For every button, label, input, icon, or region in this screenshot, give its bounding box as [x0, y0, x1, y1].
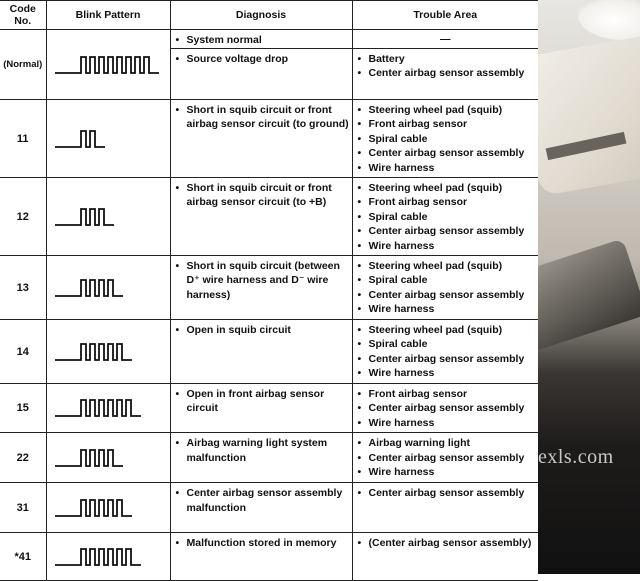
list-item: • Airbag warning light system malfunction	[175, 436, 350, 465]
blink-pattern-icon	[53, 497, 163, 519]
list-item: • Wire harness	[357, 465, 537, 479]
list-item: • Center airbag sensor assembly	[357, 66, 537, 80]
list-item: • Center airbag sensor assembly	[357, 486, 537, 500]
list-item: • Short in squib circuit or front airbag sensor circuit (to ground)	[175, 103, 350, 132]
blink-pattern-icon	[53, 54, 163, 76]
diagnosis-list	[171, 483, 352, 517]
table-row	[0, 256, 538, 320]
table-row	[0, 100, 538, 178]
trouble-list	[353, 256, 539, 319]
list-item: • Front airbag sensor	[357, 195, 537, 209]
list-item: • Wire harness	[357, 366, 537, 380]
code-cell: 11	[0, 100, 46, 178]
blink-pattern-icon	[53, 206, 163, 228]
code-cell: 15	[0, 384, 46, 433]
list-item: • Center airbag sensor assembly	[357, 146, 537, 160]
code-cell: *41	[0, 533, 46, 581]
diagnosis-list	[171, 320, 352, 339]
table-row	[0, 433, 538, 483]
blink-pattern-icon	[53, 128, 163, 150]
blink-cell	[46, 483, 170, 533]
header-blink: Blink Pattern	[46, 1, 170, 30]
blink-waveform	[55, 57, 159, 73]
watermark-text: exls.com	[538, 446, 614, 468]
blink-cell	[46, 320, 170, 384]
list-item: • Open in squib circuit	[175, 323, 350, 337]
diagnosis-list	[171, 100, 352, 134]
trouble-list	[353, 483, 539, 502]
diagnosis-list	[171, 30, 352, 49]
diagnosis-cell	[170, 100, 352, 178]
trouble-cell	[352, 433, 538, 483]
diagnosis-list	[171, 384, 352, 418]
photo-shadow	[538, 238, 640, 351]
blink-waveform	[55, 280, 123, 296]
header-code-line1: Code	[9, 3, 36, 15]
list-item: • Steering wheel pad (squib)	[357, 323, 537, 337]
trouble-dash: —	[440, 33, 451, 45]
trouble-cell	[352, 256, 538, 320]
diagnosis-list	[171, 433, 352, 467]
trouble-cell	[352, 483, 538, 533]
blink-waveform	[55, 450, 123, 466]
trouble-list	[353, 533, 539, 552]
blink-cell	[46, 256, 170, 320]
blink-cell	[46, 384, 170, 433]
list-item: • Steering wheel pad (squib)	[357, 259, 537, 273]
blink-cell	[46, 30, 170, 100]
list-item: • Spiral cable	[357, 132, 537, 146]
blink-waveform	[55, 400, 141, 416]
blink-cell	[46, 433, 170, 483]
table-row	[0, 483, 538, 533]
diagnosis-list	[171, 256, 352, 304]
list-item: • Steering wheel pad (squib)	[357, 103, 537, 117]
blink-cell	[46, 100, 170, 178]
diagnosis-cell	[170, 320, 352, 384]
list-item: • Center airbag sensor assembly malfunction	[175, 486, 350, 515]
list-item: • Center airbag sensor assembly	[357, 401, 537, 415]
code-cell: 22	[0, 433, 46, 483]
list-item: • Wire harness	[357, 239, 537, 253]
list-item: • Malfunction stored in memory	[175, 536, 350, 550]
diagnosis-list	[171, 178, 352, 212]
diagnosis-list	[171, 49, 352, 68]
list-item: • Short in squib circuit (between D⁺ wire harness and D⁻ wire harness)	[175, 259, 350, 302]
list-item: • Front airbag sensor	[357, 387, 537, 401]
blink-waveform	[55, 500, 132, 516]
table-row	[0, 320, 538, 384]
blink-pattern-icon	[53, 341, 163, 363]
trouble-list	[353, 320, 539, 383]
blink-pattern-icon	[53, 397, 163, 419]
trouble-cell	[352, 30, 538, 100]
list-item: • Battery	[357, 52, 537, 66]
list-item: • Center airbag sensor assembly	[357, 288, 537, 302]
photo-panel	[538, 34, 640, 196]
diagnosis-subrow	[171, 30, 352, 48]
list-item: • Source voltage drop	[175, 52, 350, 66]
list-item: • (Center airbag sensor assembly)	[357, 536, 537, 550]
trouble-cell	[352, 178, 538, 256]
trouble-cell	[352, 384, 538, 433]
trouble-subrow	[353, 48, 539, 83]
diagnosis-cell	[170, 256, 352, 320]
list-item: • Spiral cable	[357, 273, 537, 287]
table-body	[0, 30, 538, 581]
list-item: • Wire harness	[357, 416, 537, 430]
blink-pattern-icon	[53, 447, 163, 469]
list-item: • Open in front airbag sensor circuit	[175, 387, 350, 416]
blink-waveform	[55, 209, 114, 225]
header-diagnosis: Diagnosis	[170, 1, 352, 30]
blink-waveform	[55, 549, 141, 565]
diagnosis-subrow	[171, 48, 352, 68]
table-row	[0, 384, 538, 433]
list-item: • Front airbag sensor	[357, 117, 537, 131]
diagnosis-cell	[170, 433, 352, 483]
diagnosis-cell	[170, 483, 352, 533]
diagnosis-list	[171, 533, 352, 552]
diagnosis-cell	[170, 30, 352, 100]
blink-pattern-icon	[53, 546, 163, 568]
list-item: • Center airbag sensor assembly	[357, 352, 537, 366]
table-row	[0, 178, 538, 256]
list-item: • Wire harness	[357, 161, 537, 175]
blink-cell	[46, 178, 170, 256]
trouble-cell	[352, 100, 538, 178]
code-cell: (Normal)	[0, 30, 46, 100]
trouble-list	[353, 49, 539, 83]
header-code-line2: No.	[14, 15, 32, 27]
list-item: • Spiral cable	[357, 210, 537, 224]
blink-waveform	[55, 344, 132, 360]
list-item: • Airbag warning light	[357, 436, 537, 450]
header-code	[0, 1, 46, 30]
code-cell: 31	[0, 483, 46, 533]
list-item: • System normal	[175, 33, 350, 47]
trouble-list	[353, 433, 539, 481]
list-item: • Short in squib circuit or front airbag sensor circuit (to +B)	[175, 181, 350, 210]
blink-waveform	[55, 131, 105, 147]
background-photo	[538, 0, 640, 574]
list-item: • Spiral cable	[357, 337, 537, 351]
header-trouble: Trouble Area	[352, 1, 538, 30]
code-cell: 12	[0, 178, 46, 256]
list-item: • Wire harness	[357, 302, 537, 316]
blink-pattern-icon	[53, 277, 163, 299]
diagnosis-cell	[170, 178, 352, 256]
table-row	[0, 30, 538, 100]
code-cell: 14	[0, 320, 46, 384]
trouble-list	[353, 178, 539, 255]
list-item: • Center airbag sensor assembly	[357, 224, 537, 238]
trouble-list	[353, 100, 539, 177]
code-cell: 13	[0, 256, 46, 320]
diagnosis-cell	[170, 384, 352, 433]
trouble-list	[353, 384, 539, 432]
trouble-cell	[352, 320, 538, 384]
trouble-subrow	[353, 30, 539, 48]
photo-highlight	[578, 0, 640, 40]
list-item: • Center airbag sensor assembly	[357, 451, 537, 465]
header-row	[0, 1, 538, 30]
list-item: • Steering wheel pad (squib)	[357, 181, 537, 195]
